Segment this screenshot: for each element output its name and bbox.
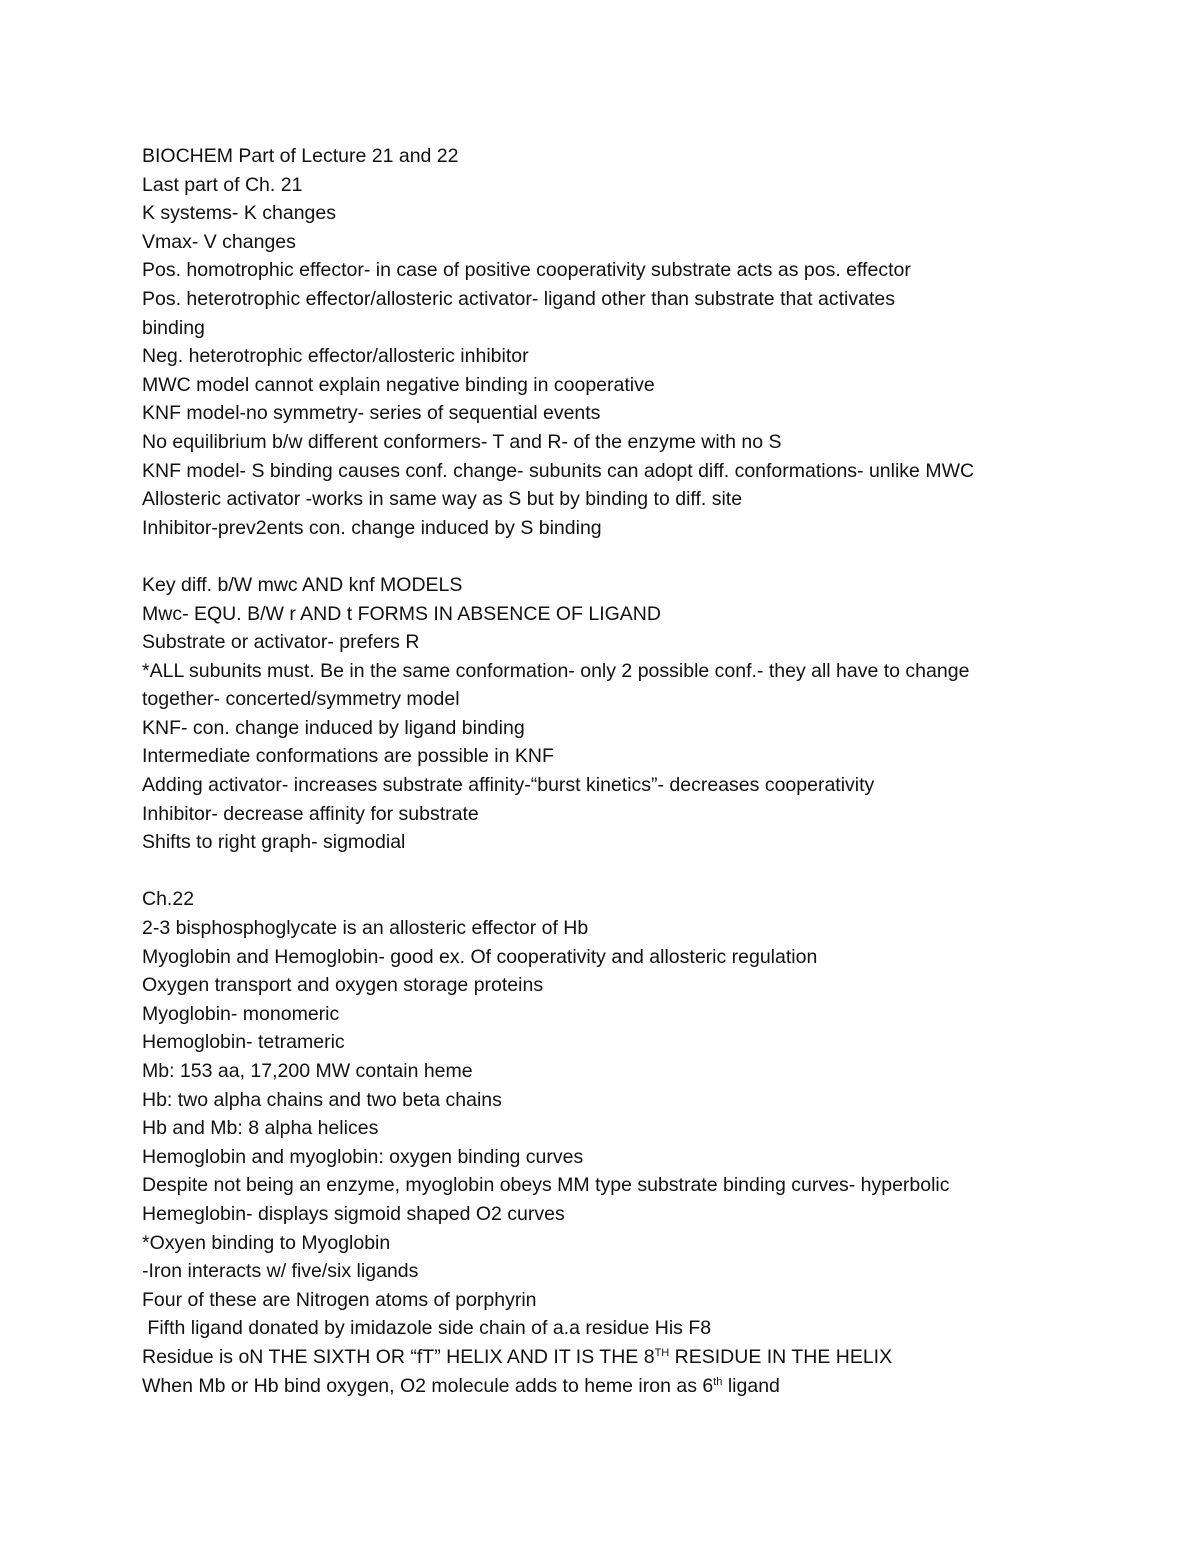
text-line: Allosteric activator -works in same way as S but by binding to diff. site (142, 488, 743, 511)
text-line: Substrate or activator- prefers R (142, 631, 420, 654)
text-line: -Iron interacts w/ five/six ligands (142, 1260, 419, 1283)
text-line: Inhibitor- decrease affinity for substrate (142, 802, 479, 825)
residue-line-text: Residue is oN THE SIXTH OR “fT” HELIX AND IT IS THE 8 (142, 1345, 655, 1368)
residue-line-text-end: RESIDUE IN THE HELIX (669, 1345, 893, 1368)
text-line: Four of these are Nitrogen atoms of porphyrin (142, 1288, 537, 1311)
document-title: BIOCHEM Part of Lecture 21 and 22 (142, 145, 459, 167)
text-line: together- concerted/symmetry model (142, 688, 460, 711)
text-line: KNF- con. change induced by ligand binding (142, 716, 525, 739)
text-line: Inhibitor-prev2ents con. change induced by S binding (142, 516, 602, 539)
text-line: Last part of Ch. 21 (142, 173, 303, 196)
text-line: Myoglobin and Hemoglobin- good ex. Of cooperativity and allosteric regulation (142, 945, 818, 968)
blank-line (142, 857, 1142, 886)
text-line: MWC model cannot explain negative binding in cooperative (142, 373, 655, 396)
blank-line (142, 542, 1142, 571)
text-line: K systems- K changes (142, 202, 336, 225)
text-line: Hb and Mb: 8 alpha helices (142, 1117, 379, 1140)
text-line: Hemeglobin- displays sigmoid shaped O2 curves (142, 1202, 565, 1225)
text-line: *Oxyen binding to Myoglobin (142, 1231, 391, 1254)
text-line: Hemoglobin- tetrameric (142, 1031, 345, 1054)
text-line: Neg. heterotrophic effector/allosteric inhibitor (142, 345, 529, 368)
section-heading: Key diff. b/W mwc AND knf MODELS (142, 573, 463, 596)
text-line: Hemoglobin and myoglobin: oxygen binding curves (142, 1145, 584, 1168)
text-line: Pos. homotrophic effector- in case of positive cooperativity substrate acts as pos. effector (142, 259, 911, 282)
text-line: No equilibrium b/w different conformers- T and R- of the enzyme with no S (142, 430, 782, 453)
text-line: Hb: two alpha chains and two beta chains (142, 1088, 502, 1111)
text-line: Myoglobin- monomeric (142, 1002, 340, 1025)
text-line: *ALL subunits must. Be in the same conformation- only 2 possible conf.- they all have to change (142, 659, 970, 682)
superscript: TH (654, 1346, 670, 1359)
text-line: Vmax- V changes (142, 230, 296, 253)
text-line: 2-3 bisphosphoglycate is an allosteric effector of Hb (142, 917, 589, 940)
text-line: Oxygen transport and oxygen storage proteins (142, 974, 544, 997)
text-line: Despite not being an enzyme, myoglobin obeys MM type substrate binding curves- hyperbolic (142, 1174, 950, 1197)
section-heading: Ch.22 (142, 888, 195, 911)
superscript: th (713, 1375, 723, 1388)
text-line: KNF model- S binding causes conf. change- subunits can adopt diff. conformations- unlike MWC (142, 459, 975, 482)
oxygen-line (142, 1372, 1142, 1401)
residue-line (142, 1343, 1142, 1372)
text-line: Pos. heterotrophic effector/allosteric activator- ligand other than substrate that activates (142, 287, 895, 310)
text-line: Mwc- EQU. B/W r AND t FORMS IN ABSENCE OF LIGAND (142, 602, 661, 625)
text-line: Mb: 153 aa, 17,200 MW contain heme (142, 1060, 473, 1082)
text-line: Fifth ligand donated by imidazole side chain of a.a residue His F8 (142, 1317, 712, 1340)
text-line: KNF model-no symmetry- series of sequential events (142, 402, 601, 425)
text-line: Adding activator- increases substrate affinity-“burst kinetics”- decreases cooperativity (142, 774, 875, 797)
document-body (142, 142, 1142, 1400)
oxygen-line-text: When Mb or Hb bind oxygen, O2 molecule adds to heme iron as 6 (142, 1374, 714, 1397)
text-line: binding (142, 316, 205, 339)
text-line: Shifts to right graph- sigmodial (142, 831, 406, 854)
oxygen-line-text-end: ligand (722, 1374, 780, 1397)
text-line: Intermediate conformations are possible in KNF (142, 745, 554, 768)
